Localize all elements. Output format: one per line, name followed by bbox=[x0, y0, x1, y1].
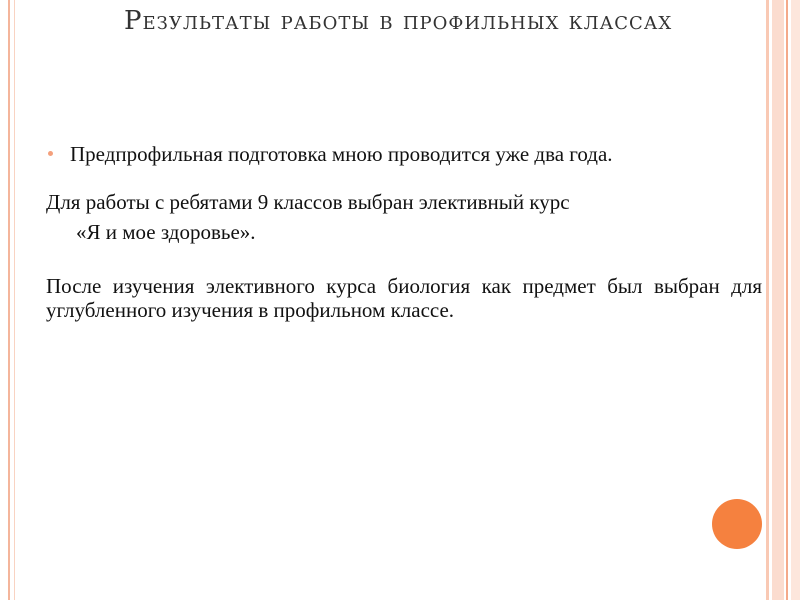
left-decor-line bbox=[8, 0, 10, 600]
right-stripe-4 bbox=[791, 0, 800, 600]
bullet-item bbox=[46, 142, 762, 166]
slide-title: Результаты работы в профильных классах bbox=[124, 6, 673, 36]
paragraph-course-line1: Для работы с ребятами 9 классов выбран элективный курс bbox=[46, 190, 570, 214]
paragraph-course-line2: «Я и мое здоровье». bbox=[76, 220, 256, 244]
right-stripe-3 bbox=[786, 0, 788, 600]
bullet-dot-icon bbox=[48, 151, 53, 156]
right-stripe-1 bbox=[766, 0, 769, 600]
bullet-text: Предпрофильная подготовка мною проводится уже два года. bbox=[70, 142, 613, 166]
paragraph-result: После изучения элективного курса биология как предмет был выбран для углубленного изучения в профильном классе. bbox=[46, 274, 762, 322]
left-decor-line-thin bbox=[14, 0, 15, 600]
right-stripe-2 bbox=[772, 0, 784, 600]
orange-circle-decor bbox=[712, 499, 762, 549]
slide-content bbox=[46, 142, 762, 322]
